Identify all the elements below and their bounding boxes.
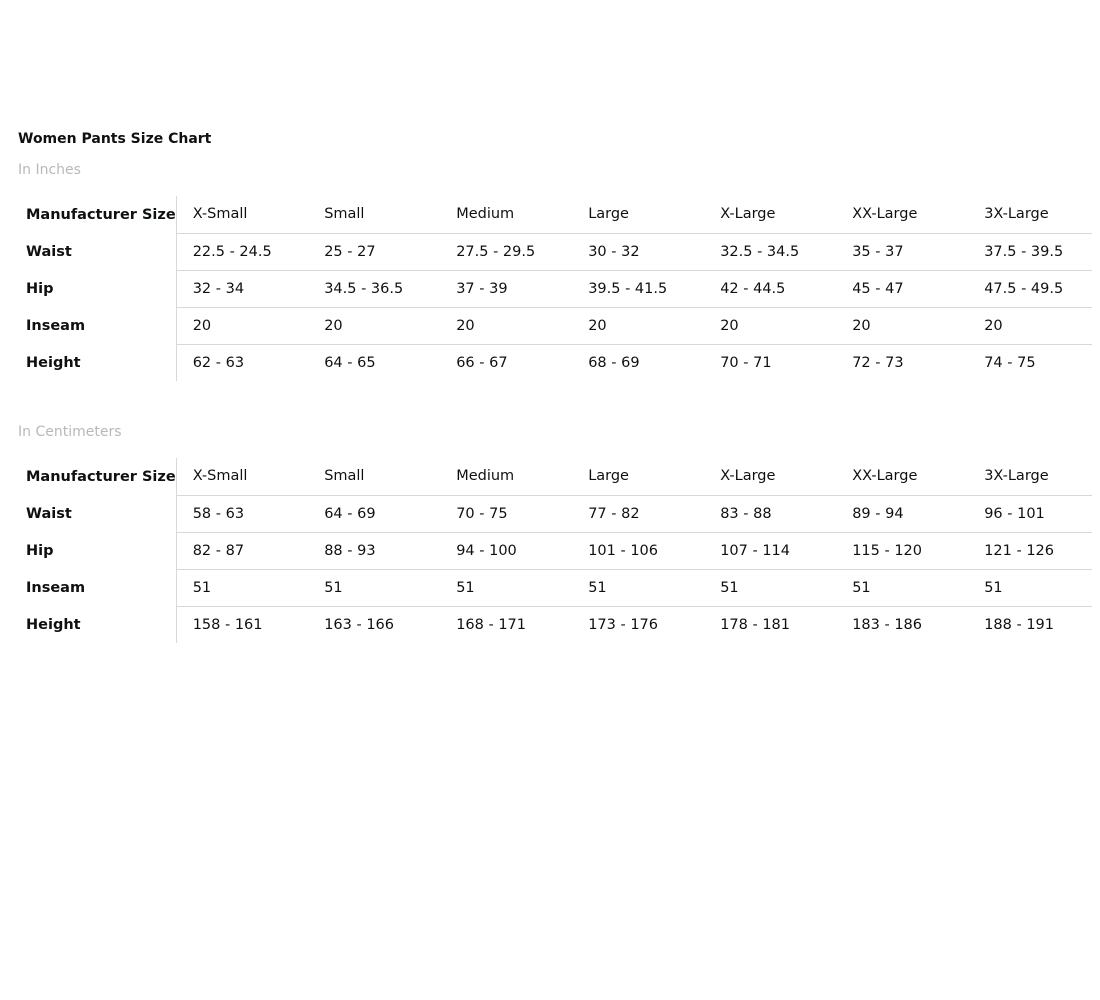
table-cell: 72 - 73	[852, 354, 904, 371]
row-header-inseam: Inseam	[18, 307, 176, 344]
row-header-height: Height	[18, 344, 176, 381]
row-header-height: Height	[18, 606, 176, 643]
table-row	[18, 344, 1092, 381]
row-header-waist: Waist	[18, 495, 176, 532]
table-cell: 20	[308, 307, 440, 344]
table-cell: 70 - 71	[720, 354, 772, 371]
centimeters-size-table	[18, 458, 1092, 643]
table-cell: XX-Large	[836, 458, 968, 495]
table-row	[18, 233, 1092, 270]
table-cell: 51	[572, 569, 704, 606]
table-cell: 51	[704, 569, 836, 606]
table-cell: 20	[704, 307, 836, 344]
table-cell: 20	[176, 307, 308, 344]
table-cell: Large	[572, 458, 704, 495]
row-header-manufacturer-size: Manufacturer Size	[18, 196, 176, 233]
table-row	[18, 270, 1092, 307]
table-row	[18, 606, 1092, 643]
table-cell: 34.5 - 36.5	[308, 270, 440, 307]
table-cell: 20	[440, 307, 572, 344]
table-cell: 47.5 - 49.5	[968, 270, 1092, 307]
table-cell: 70 - 75	[440, 495, 572, 532]
table-cell: 39.5 - 41.5	[572, 270, 704, 307]
row-header-hip: Hip	[18, 532, 176, 569]
inches-size-table	[18, 196, 1092, 381]
table-cell: Large	[572, 196, 704, 233]
table-cell: X-Small	[176, 196, 308, 233]
table-cell: 64 - 65	[324, 354, 376, 371]
table-cell: Medium	[440, 458, 572, 495]
table-cell: 62 - 63	[192, 354, 245, 371]
table-cell: 20	[572, 307, 704, 344]
table-cell: 30 - 32	[572, 233, 704, 270]
table-cell: 37.5 - 39.5	[968, 233, 1092, 270]
table-row	[18, 569, 1092, 606]
table-cell: 37 - 39	[440, 270, 572, 307]
table-cell: 82 - 87	[176, 532, 308, 569]
table-cell: 173 - 176	[588, 616, 658, 633]
table-cell: X-Small	[176, 458, 308, 495]
table-cell: 66 - 67	[456, 354, 508, 371]
row-header-manufacturer-size: Manufacturer Size	[18, 458, 176, 495]
table-cell: 58 - 63	[176, 495, 308, 532]
table-cell: 32.5 - 34.5	[704, 233, 836, 270]
table-cell: 168 - 171	[456, 616, 526, 633]
table-cell: 3X-Large	[968, 458, 1092, 495]
table-cell: 64 - 69	[308, 495, 440, 532]
centimeters-section-label: In Centimeters	[18, 424, 122, 440]
table-cell: 115 - 120	[836, 532, 968, 569]
table-row	[18, 458, 1092, 495]
table-cell: 20	[836, 307, 968, 344]
table-cell: 94 - 100	[440, 532, 572, 569]
table-row	[18, 307, 1092, 344]
table-cell: 88 - 93	[308, 532, 440, 569]
table-cell: 101 - 106	[572, 532, 704, 569]
table-cell: 35 - 37	[836, 233, 968, 270]
table-cell: X-Large	[704, 458, 836, 495]
row-header-hip: Hip	[18, 270, 176, 307]
row-header-inseam: Inseam	[18, 569, 176, 606]
table-cell: 96 - 101	[968, 495, 1092, 532]
table-cell: 77 - 82	[572, 495, 704, 532]
table-cell: 83 - 88	[704, 495, 836, 532]
table-row	[18, 532, 1092, 569]
table-row	[18, 196, 1092, 233]
table-cell: 3X-Large	[968, 196, 1092, 233]
table-cell: Small	[308, 458, 440, 495]
table-cell: Medium	[440, 196, 572, 233]
page-title: Women Pants Size Chart	[18, 131, 212, 147]
table-cell: 188 - 191	[984, 616, 1054, 633]
table-cell: 27.5 - 29.5	[440, 233, 572, 270]
table-cell: X-Large	[704, 196, 836, 233]
table-cell: 121 - 126	[968, 532, 1092, 569]
table-cell: 183 - 186	[852, 616, 922, 633]
table-cell: 51	[836, 569, 968, 606]
table-cell: 107 - 114	[704, 532, 836, 569]
table-cell: 20	[968, 307, 1092, 344]
table-cell: XX-Large	[836, 196, 968, 233]
table-cell: 89 - 94	[836, 495, 968, 532]
row-header-waist: Waist	[18, 233, 176, 270]
table-cell: 74 - 75	[984, 354, 1036, 371]
table-cell: 45 - 47	[836, 270, 968, 307]
table-cell: 163 - 166	[324, 616, 394, 633]
inches-section-label: In Inches	[18, 162, 81, 178]
table-cell: 68 - 69	[588, 354, 640, 371]
table-row	[18, 495, 1092, 532]
table-cell: 51	[440, 569, 572, 606]
table-cell: 51	[308, 569, 440, 606]
table-cell: 178 - 181	[720, 616, 790, 633]
table-cell: 22.5 - 24.5	[176, 233, 308, 270]
table-cell: 25 - 27	[308, 233, 440, 270]
table-cell: 158 - 161	[192, 616, 263, 633]
table-cell: 32 - 34	[176, 270, 308, 307]
table-cell: 42 - 44.5	[704, 270, 836, 307]
table-cell: 51	[176, 569, 308, 606]
table-cell: 51	[968, 569, 1092, 606]
table-cell: Small	[308, 196, 440, 233]
